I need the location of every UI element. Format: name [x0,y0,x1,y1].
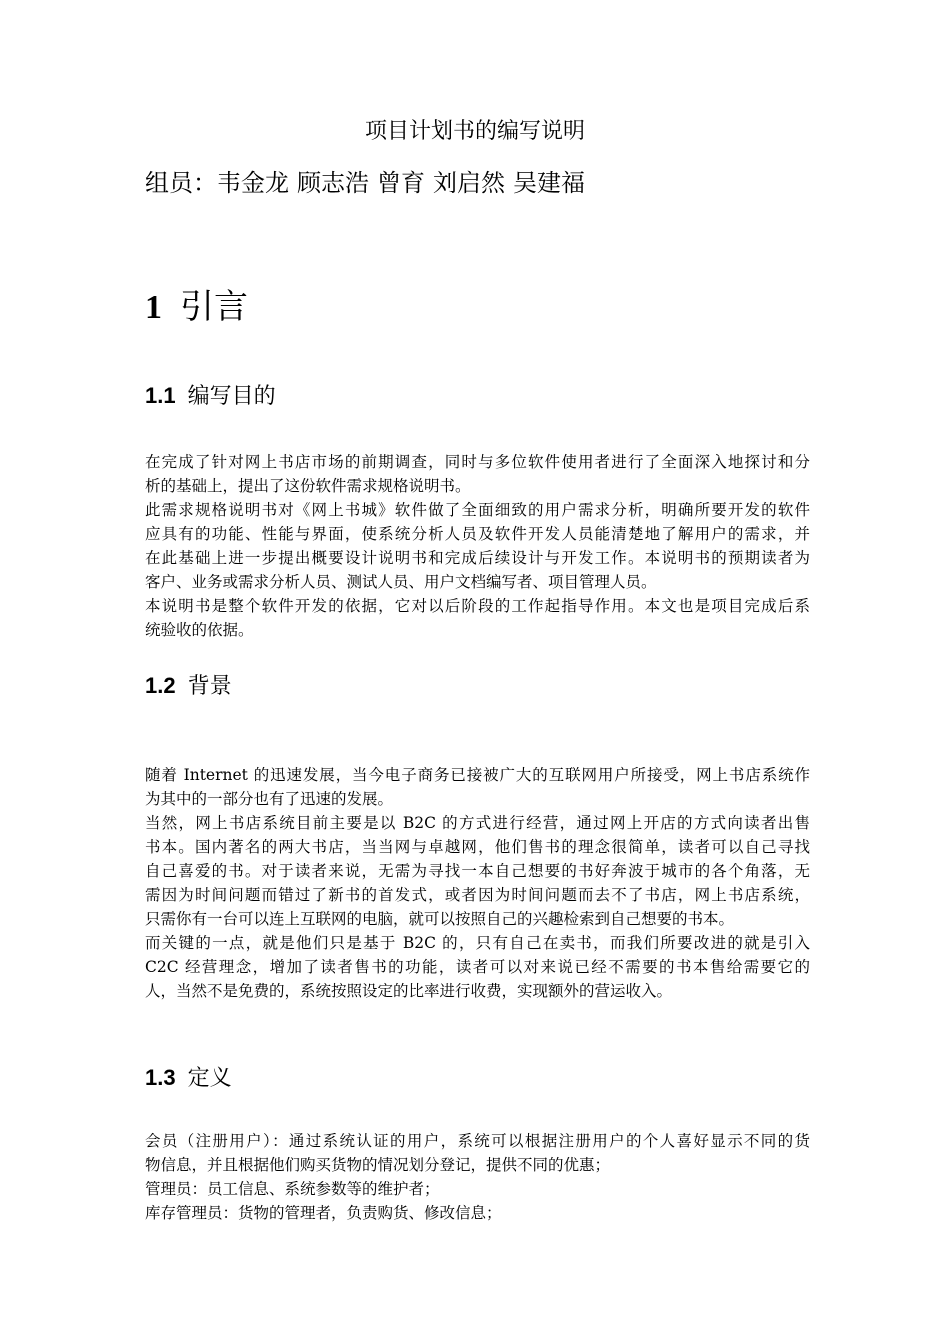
member-name: 韦金龙 [217,169,289,197]
text-line: 为其中的一部分也有了迅速的发展。 [145,790,394,808]
chapter-heading [145,285,248,330]
text-line: 客户、业务或需求分析人员、测试人员、用户文档编写者、项目管理人员。 [145,573,657,591]
member-name: 曾育 [377,169,425,197]
text-line: 统验收的依据。 [145,621,254,639]
members-label: 组员： [145,169,217,197]
text-line: 而关键的一点，就是他们只是基于 B2C 的，只有自己在卖书，而我们所要改进的就是引入 [145,934,810,952]
section-body [145,1129,810,1225]
section-title: 定义 [187,1066,232,1091]
text-line: 库存管理员：货物的管理者，负责购货、修改信息； [145,1204,502,1222]
section-title: 背景 [187,674,232,699]
text-line: 本说明书是整个软件开发的依据，它对以后阶段的工作起指导作用。本文也是项目完成后系 [145,597,810,615]
section-body [145,763,810,1003]
member-name: 刘启然 [433,169,505,197]
text-line: 当然，网上书店系统目前主要是以 B2C 的方式进行经营，通过网上开店的方式向读者出售 [145,814,810,832]
section-heading [145,1063,232,1094]
text-line: 管理员：员工信息、系统参数等的维护者； [145,1180,440,1198]
text-line: 书本。国内著名的两大书店，当当网与卓越网，他们售书的理念很简单，读者可以自己寻找 [145,838,810,856]
text-line: 应具有的功能、性能与界面，使系统分析人员及软件开发人员能清楚地了解用户的需求，并 [145,525,810,543]
text-line: 会员（注册用户）：通过系统认证的用户，系统可以根据注册用户的个人喜好显示不同的货 [145,1132,810,1150]
text-line: C2C 经营理念，增加了读者售书的功能，读者可以对来说已经不需要的书本售给需要它的 [145,958,810,976]
chapter-title: 引言 [180,287,248,327]
section-heading [145,381,276,412]
text-line: 只需你有一台可以连上互联网的电脑，就可以按照自己的兴趣检索到自己想要的书本。 [145,910,735,928]
section-number: 1.3 [145,1065,176,1090]
text-line: 需因为时间问题而错过了新书的首发式，或者因为时间问题而去不了书店，网上书店系统， [145,886,810,904]
section-number: 1.2 [145,673,176,698]
text-line: 随着 Internet 的迅速发展，当今电子商务已接被广大的互联网用户所接受，网上书店系统作 [145,766,810,784]
chapter-number: 1 [145,289,162,326]
text-line: 在完成了针对网上书店市场的前期调查，同时与多位软件使用者进行了全面深入地探讨和分 [145,453,810,471]
text-line: 人，当然不是免费的，系统按照设定的比率进行收费，实现额外的营运收入。 [145,982,673,1000]
text-line: 自己喜爱的书。对于读者来说，无需为寻找一本自己想要的书好奔波于城市的各个角落，无 [145,862,810,880]
text-line: 析的基础上，提出了这份软件需求规格说明书。 [145,477,471,495]
section-title: 编写目的 [187,384,276,409]
document-title: 项目计划书的编写说明 [364,119,585,144]
text-line: 物信息，并且根据他们购买货物的情况划分登记，提供不同的优惠； [145,1156,611,1174]
text-line: 在此基础上进一步提出概要设计说明书和完成后续设计与开发工作。本说明书的预期读者为 [145,549,810,567]
section-heading [145,671,232,702]
member-name: 吴建福 [513,169,585,197]
member-name: 顾志浩 [297,169,369,197]
section-number: 1.1 [145,383,176,408]
members-line [145,167,593,199]
text-line: 此需求规格说明书对《网上书城》软件做了全面细致的用户需求分析，明确所要开发的软件 [145,501,810,519]
section-body [145,450,810,642]
